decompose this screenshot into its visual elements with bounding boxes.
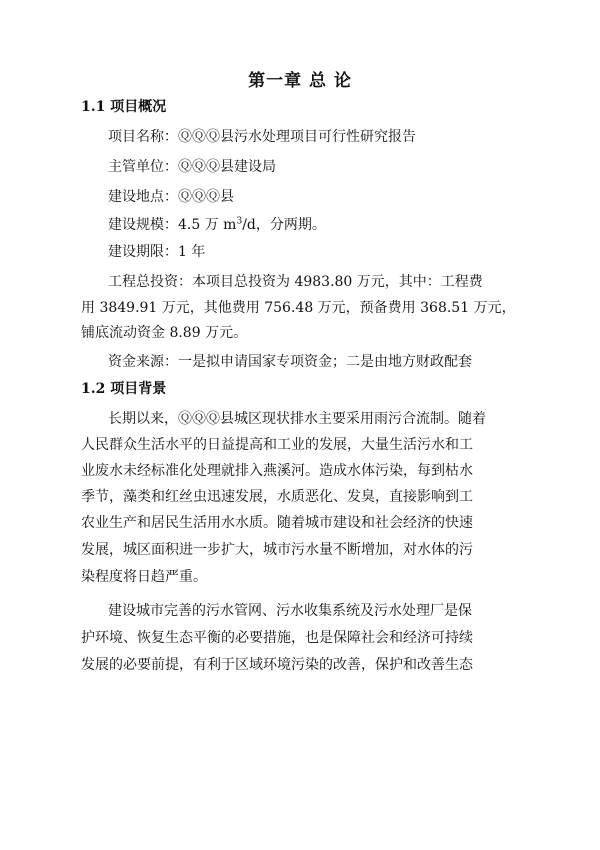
funding-source-line: 资金来源：一是拟申请国家专项资金；二是由地方财政配套 <box>108 354 472 370</box>
field-value: ⓆⓆⓆ县建设局 <box>178 159 276 175</box>
field-label: 建设地点： <box>108 189 178 205</box>
paragraph-line: 发展，城区面积进一步扩大，城市污水量不断增加，对水体的污 <box>81 542 473 558</box>
field-value: ⓆⓆⓆ县 <box>178 189 234 205</box>
section-heading-1-1: 1.1 项目概况 <box>81 99 167 115</box>
field-label: 主管单位： <box>108 159 178 175</box>
investment-line: 铺底流动资金 8.89 万元。 <box>81 325 248 341</box>
paragraph-line: 季节，藻类和红丝虫迅速发展，水质恶化、发臭，直接影响到工 <box>81 489 473 505</box>
field-label: 建设期限： <box>108 244 178 260</box>
managing-unit-field <box>108 156 457 176</box>
field-value-prefix: 4.5 万 m <box>178 217 237 233</box>
project-name-field <box>108 126 457 146</box>
paragraph-line: 染程度将日趋严重。 <box>81 569 207 585</box>
paragraph-line: 发展的必要前提，有利于区域环境污染的改善，保护和改善生态 <box>81 657 473 673</box>
field-value: 1 年 <box>178 244 206 260</box>
scale-field <box>108 214 457 234</box>
period-field <box>108 241 457 261</box>
paragraph-line: 农业生产和居民生活用水水质。随着城市建设和社会经济的快速 <box>81 515 473 531</box>
paragraph-line: 建设城市完善的污水管网、污水收集系统及污水处理厂是保 <box>108 603 472 619</box>
chapter-title: 第一章 总 论 <box>248 71 352 91</box>
superscript: 3 <box>236 216 243 227</box>
paragraph-line: 业废水未经标准化处理就排入燕溪河。造成水体污染，每到枯水 <box>81 463 473 479</box>
field-value-suffix: /d，分两期。 <box>242 217 326 233</box>
field-value: ⓆⓆⓆ县污水处理项目可行性研究报告 <box>178 129 416 145</box>
investment-line: 用 3849.91 万元，其他费用 756.48 万元，预备费用 368.51 万元， <box>81 300 516 316</box>
investment-line: 工程总投资：本项目总投资为 4983.80 万元，其中：工程费 <box>108 274 483 290</box>
paragraph-line: 护环境、恢复生态平衡的必要措施，也是保障社会和经济可持续 <box>81 630 473 646</box>
location-field <box>108 186 457 206</box>
section-heading-1-2: 1.2 项目背景 <box>81 381 167 397</box>
field-label: 项目名称： <box>108 129 178 145</box>
field-label: 建设规模： <box>108 217 178 233</box>
paragraph-line: 长期以来，ⓆⓆⓆ县城区现状排水主要采用雨污合流制。随着 <box>108 411 486 427</box>
paragraph-line: 人民群众生活水平的日益提高和工业的发展，大量生活污水和工 <box>81 437 473 453</box>
